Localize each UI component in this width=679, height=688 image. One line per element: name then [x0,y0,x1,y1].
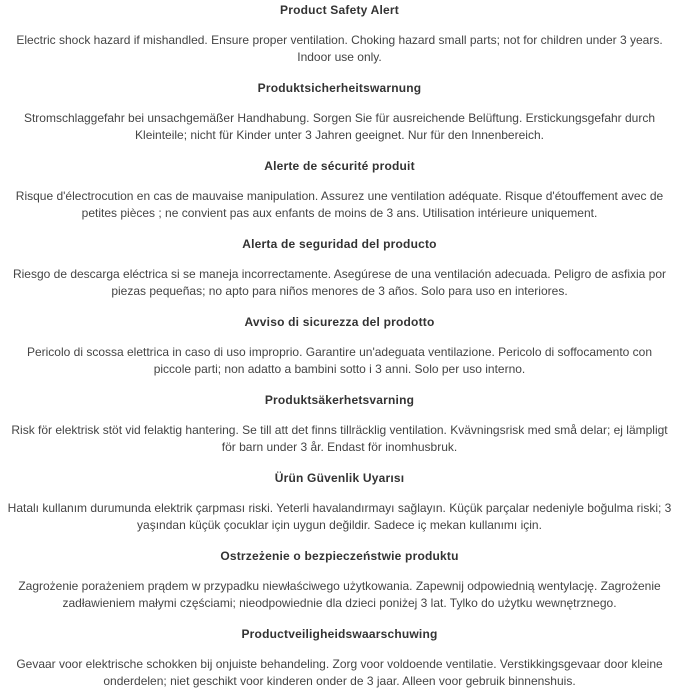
safety-section-sv [7,393,672,456]
safety-section-nl [7,627,672,688]
safety-heading-it: Avviso di sicurezza del prodotto [244,315,435,329]
safety-body-nl: Gevaar voor elektrische schokken bij onjuiste behandeling. Zorg voor voldoende ventilatie. Verstikkingsgevaar door kleine onderdelen; niet geschikt voor kinderen onder de 3 jaar. Alleen voor gebruik binnenshuis. [16,657,663,688]
safety-heading-es: Alerta de seguridad del producto [242,237,437,251]
safety-heading-nl: Productveiligheidswaarschuwing [241,627,438,641]
safety-body-tr: Hatalı kullanım durumunda elektrik çarpması riski. Yeterli havalandırmayı sağlayın. Küçük parçalar nedeniyle boğulma riski; 3 yaşından küçük çocuklar için uygun değildir. Sadece iç mekan kullanımı için. [7,501,672,532]
safety-body-fr: Risque d'électrocution en cas de mauvaise manipulation. Assurez une ventilation adéquate. Risque d'étouffement avec de petites pièces ; ne convient pas aux enfants de moins de 3 ans. Utilisation intérieure uniquement. [15,189,664,220]
safety-heading-tr: Ürün Güvenlik Uyarısı [274,471,405,485]
safety-heading-sv: Produktsäkerhetsvarning [264,393,415,407]
safety-heading-fr: Alerte de sécurité produit [264,159,415,173]
safety-section-es [7,237,672,300]
safety-heading-en: Product Safety Alert [280,3,399,17]
safety-section-de [7,81,672,144]
safety-section-pl [7,549,672,612]
safety-body-en: Electric shock hazard if mishandled. Ensure proper ventilation. Choking hazard small parts; not for children under 3 years. Indoor use only. [16,33,663,64]
safety-section-en [7,3,672,66]
safety-heading-pl: Ostrzeżenie o bezpieczeństwie produktu [220,549,459,563]
safety-body-pl: Zagrożenie porażeniem prądem w przypadku niewłaściwego użytkowania. Zapewnij odpowiednią wentylację. Zagrożenie zadławieniem małymi częściami; nieodpowiednie dla dzieci poniżej 3 lat. Tylko do użytku wewnętrznego. [18,579,661,610]
safety-section-it [7,315,672,378]
safety-body-es: Riesgo de descarga eléctrica si se maneja incorrectamente. Asegúrese de una ventilación adecuada. Peligro de asfixia por piezas pequeñas; no apto para niños menores de 3 años. Solo para uso en interiores. [12,267,667,298]
safety-body-it: Pericolo di scossa elettrica in caso di uso improprio. Garantire un'adeguata ventilazione. Pericolo di soffocamento con piccole parti; non adatto a bambini sotto i 3 anni. Solo per uso interno. [26,345,653,376]
safety-heading-de: Produktsicherheitswarnung [257,81,422,95]
safety-body-de: Stromschlaggefahr bei unsachgemäßer Handhabung. Sorgen Sie für ausreichende Belüftung. Erstickungsgefahr durch Kleinteile; nicht für Kinder unter 3 Jahren geeignet. Nur für den Innenbereich. [23,111,656,142]
safety-section-fr [7,159,672,222]
safety-section-tr [7,471,672,534]
safety-body-sv: Risk för elektrisk stöt vid felaktig hantering. Se till att det finns tillräcklig ventilation. Kvävningsrisk med små delar; ej lämpligt för barn under 3 år. Endast för inomhusbruk. [11,423,668,454]
